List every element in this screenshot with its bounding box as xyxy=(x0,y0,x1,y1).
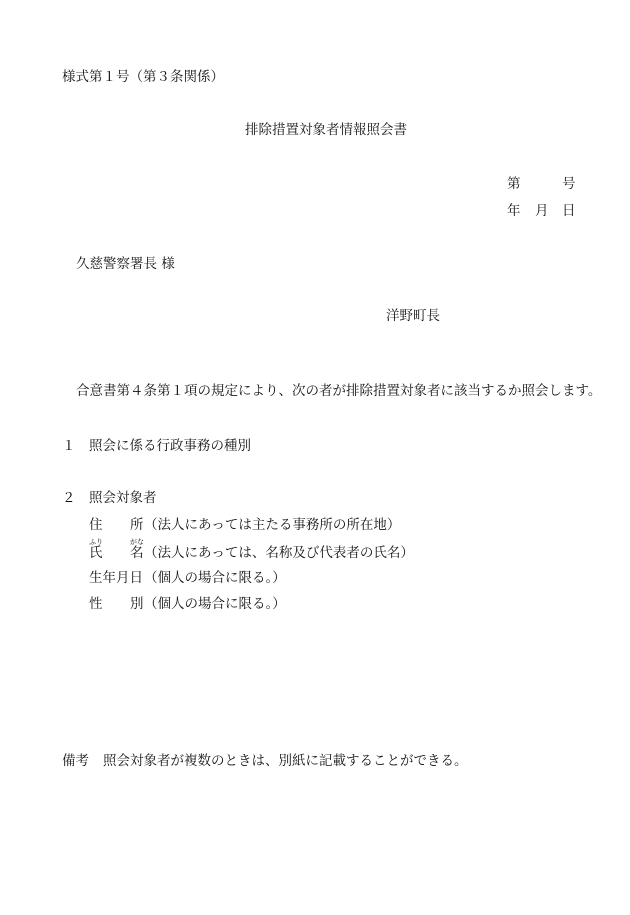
date-day: 日 xyxy=(562,203,576,219)
field-address-label-b: 所 xyxy=(130,517,144,533)
date-year: 年 xyxy=(507,203,521,219)
furigana-furi: ふり xyxy=(89,538,103,546)
remarks-text: 照会対象者が複数のときは、別紙に記載することができる。 xyxy=(103,753,468,769)
field-name-note: （法人にあっては、名称及び代表者の氏名） xyxy=(144,545,414,561)
doc-number-prefix: 第 xyxy=(507,176,521,192)
furigana-gana: がな xyxy=(130,538,144,546)
section-2-heading: 照会対象者 xyxy=(89,490,157,506)
field-gender-label-a: 性 xyxy=(89,596,103,612)
section-1-heading: 照会に係る行政事務の種別 xyxy=(89,438,251,454)
field-name-label-b: 名 xyxy=(130,545,144,561)
remarks-label: 備考 xyxy=(62,753,89,769)
date-month: 月 xyxy=(535,203,549,219)
field-address-note: （法人にあっては主たる事務所の所在地） xyxy=(144,517,401,533)
section-1-number: １ xyxy=(62,438,76,454)
field-birthdate-note: （個人の場合に限る。） xyxy=(144,570,286,586)
body-text: 合意書第４条第１項の規定により、次の者が排除措置対象者に該当するか照会します。 xyxy=(76,383,602,399)
section-2-number: ２ xyxy=(62,490,76,506)
document-title: 排除措置対象者情報照会書 xyxy=(245,122,407,138)
field-gender-label-b: 別 xyxy=(130,596,144,612)
field-birthdate-label: 生年月日 xyxy=(89,570,143,586)
form-number-label: 様式第１号（第３条関係） xyxy=(62,69,224,85)
addressee: 久慈警察署長 様 xyxy=(76,256,175,272)
field-address-label-a: 住 xyxy=(89,517,103,533)
sender: 洋野町長 xyxy=(386,308,440,324)
field-name-label-a: 氏 xyxy=(89,545,103,561)
doc-number-suffix: 号 xyxy=(562,176,576,192)
field-gender-note: （個人の場合に限る。） xyxy=(144,596,286,612)
